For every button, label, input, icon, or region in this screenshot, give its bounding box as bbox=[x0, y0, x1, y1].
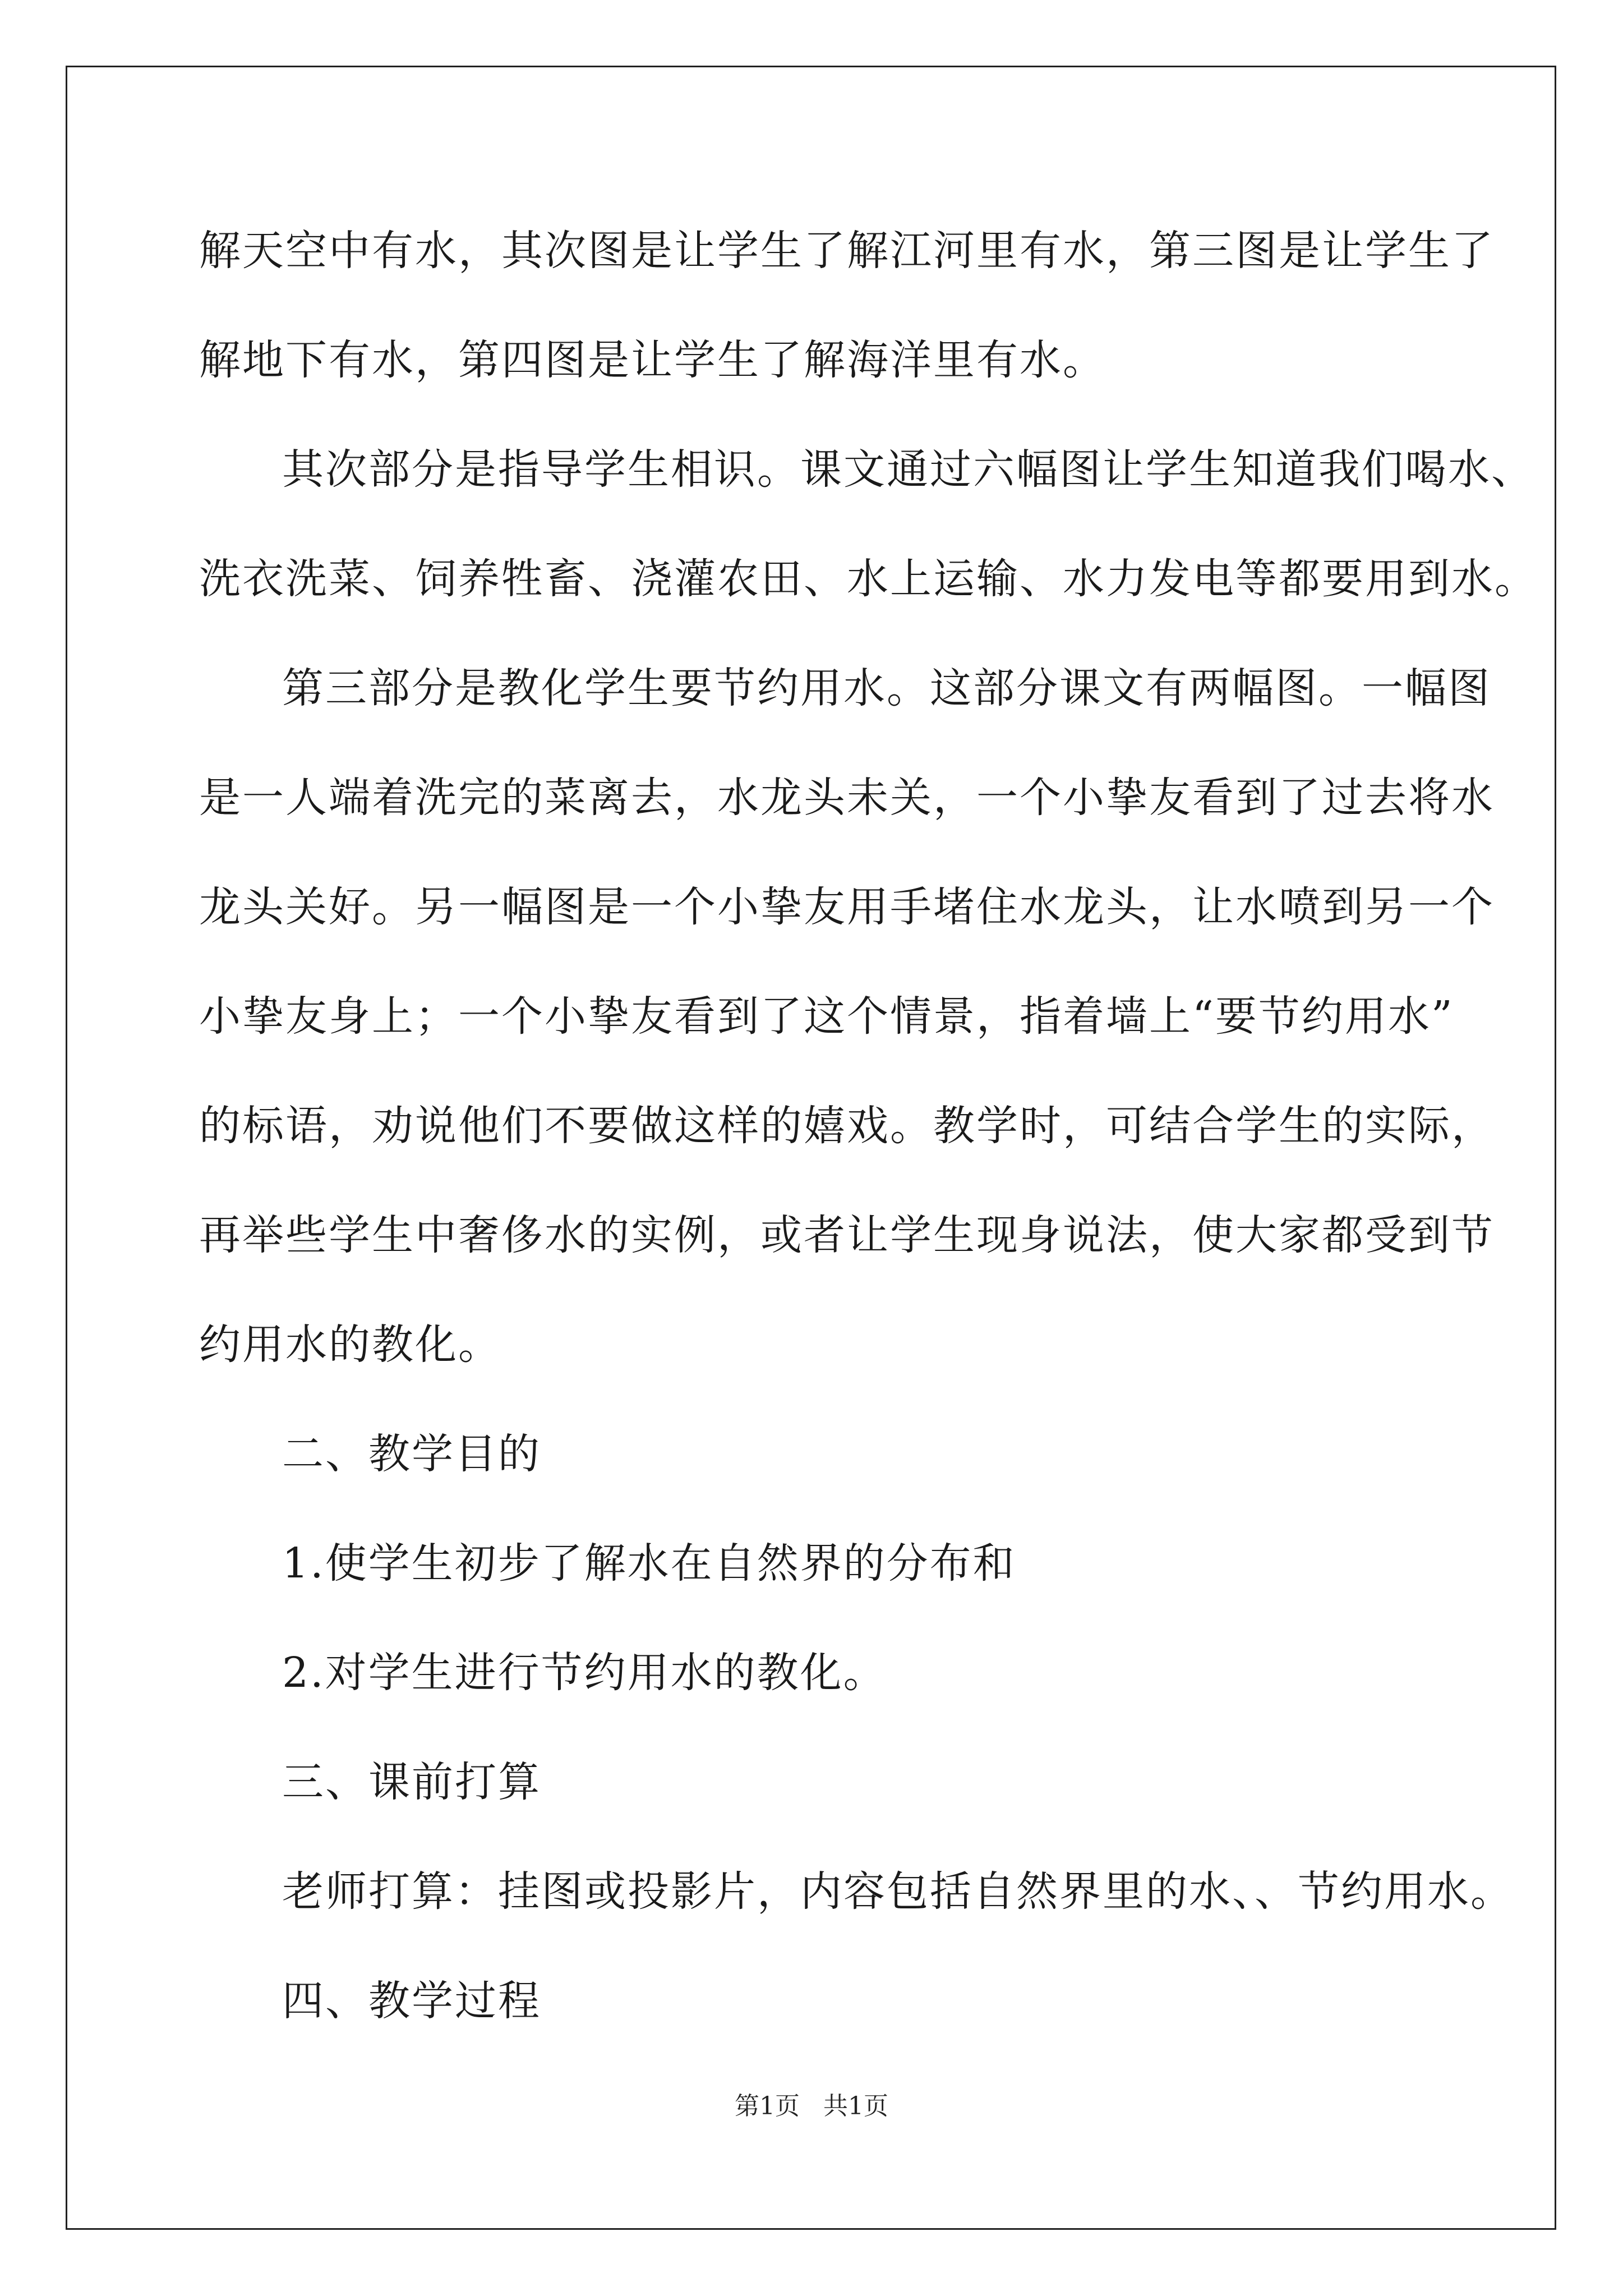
section-heading: 四、教学过程 bbox=[282, 1977, 541, 2025]
text-line: 的标语，劝说他们不要做这样的嬉戏。教学时，可结合学生的实际， bbox=[199, 1102, 1495, 1150]
text-line: 小挚友身上；一个小挚友看到了这个情景，指着墙上“要节约用水” bbox=[199, 992, 1454, 1041]
section-heading: 二、教学目的 bbox=[282, 1430, 541, 1478]
text-line: 约用水的教化。 bbox=[199, 1320, 501, 1369]
list-item: 2.对学生进行节约用水的教化。 bbox=[282, 1649, 887, 1697]
list-item: 1.使学生初步了解水在自然界的分布和 bbox=[282, 1539, 1016, 1588]
text-line: 其次部分是指导学生相识。课文通过六幅图让学生知道我们喝水、 bbox=[282, 445, 1534, 494]
page-number-footer: 第1页 共1页 bbox=[735, 2092, 888, 2120]
text-line: 是一人端着洗完的菜离去，水龙头未关，一个小挚友看到了过去将水 bbox=[199, 774, 1495, 822]
text-line: 解地下有水，第四图是让学生了解海洋里有水。 bbox=[199, 336, 1106, 384]
text-line: 洗衣洗菜、饲养牲畜、浇灌农田、水上运输、水力发电等都要用到水。 bbox=[199, 555, 1538, 603]
text-line: 再举些学生中奢侈水的实例，或者让学生现身说法，使大家都受到节 bbox=[199, 1211, 1495, 1259]
text-line: 龙头关好。另一幅图是一个小挚友用手堵住水龙头，让水喷到另一个 bbox=[199, 883, 1495, 931]
text-line: 老师打算：挂图或投影片，内容包括自然界里的水、、节约用水。 bbox=[282, 1867, 1514, 1916]
section-heading: 三、课前打算 bbox=[282, 1758, 541, 1806]
text-line: 第三部分是教化学生要节约用水。这部分课文有两幅图。一幅图 bbox=[282, 664, 1491, 712]
text-line: 解天空中有水，其次图是让学生了解江河里有水，第三图是让学生了 bbox=[199, 227, 1495, 275]
